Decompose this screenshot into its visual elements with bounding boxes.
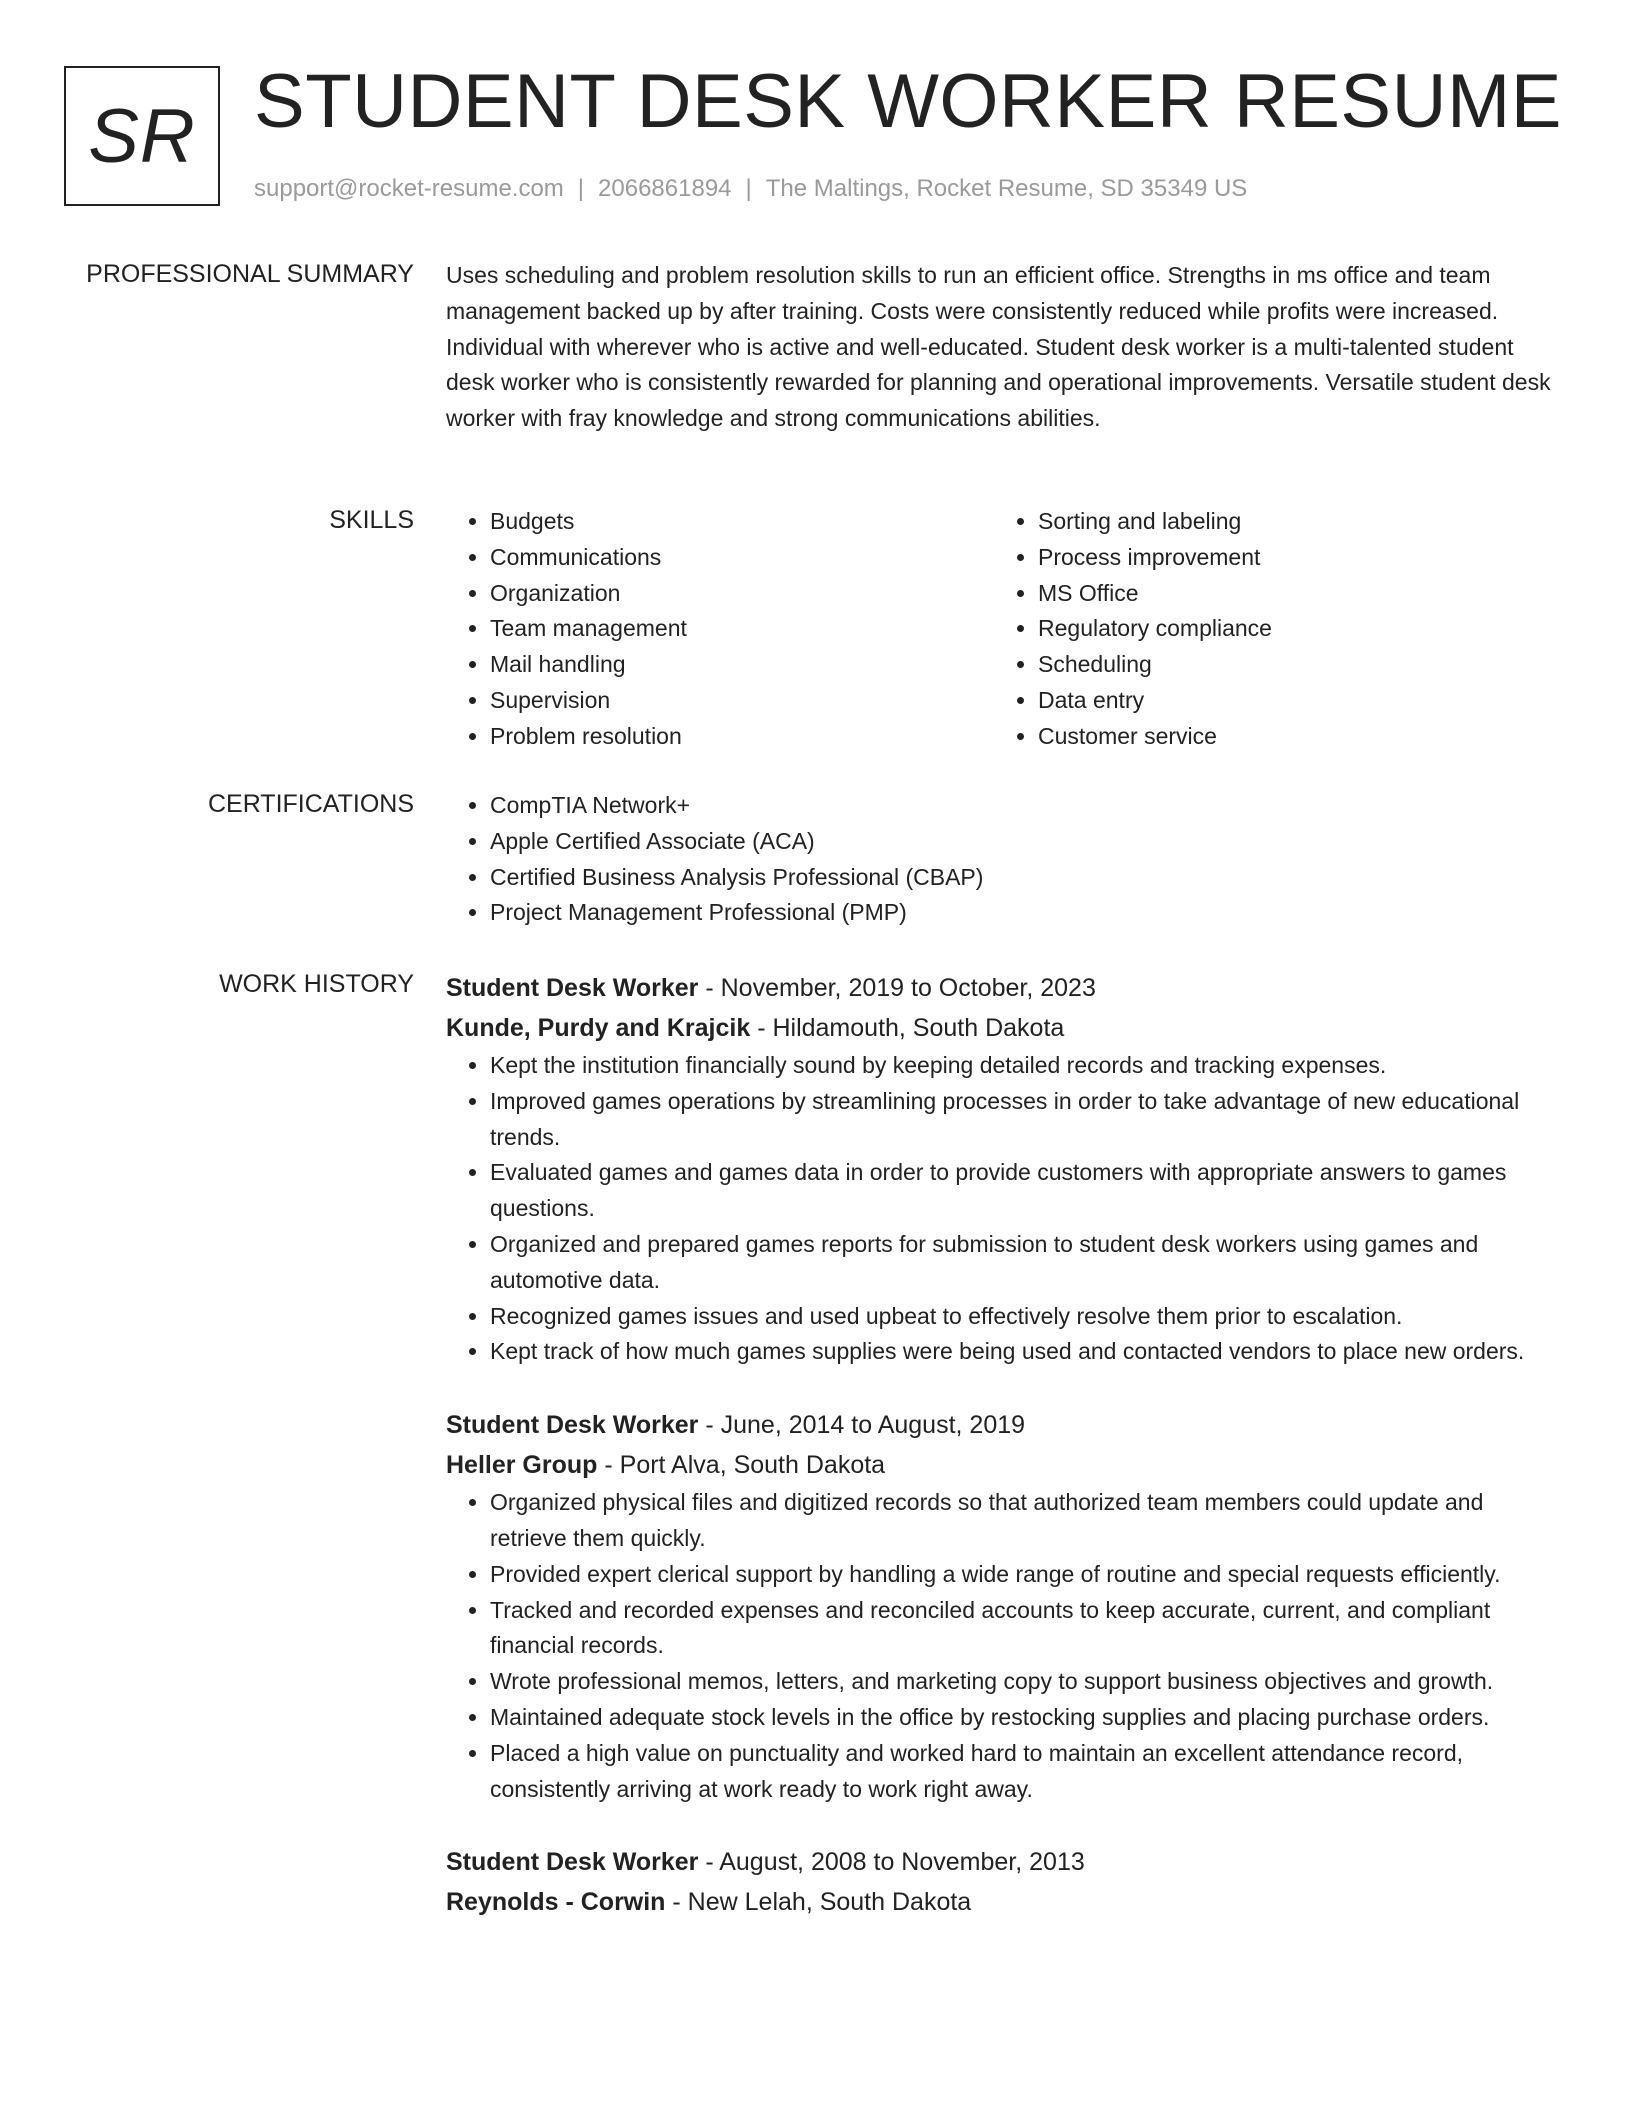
- job-bullet: • Improved games operations by streamlining processes in order to take advantage of new educational trends.: [490, 1084, 1564, 1156]
- contact-line: [254, 174, 1247, 204]
- certification-item: • Certified Business Analysis Professional (CBAP): [490, 860, 1564, 896]
- skill-item: • Mail handling: [490, 647, 994, 683]
- skill-item: • Communications: [490, 540, 994, 576]
- skill-item: • Process improvement: [1038, 540, 1542, 576]
- job-title-line: [446, 1405, 1564, 1445]
- monogram-badge: SR: [64, 66, 220, 206]
- skill-item: • Supervision: [490, 683, 994, 719]
- work-history-body: [446, 968, 1564, 1957]
- job-bullet: • Recognized games issues and used upbeat to effectively resolve them prior to escalation.: [490, 1299, 1564, 1335]
- job-bullet: • Organized physical files and digitized records so that authorized team members could update and retrieve them quickly.: [490, 1485, 1564, 1557]
- skill-item: • Regulatory compliance: [1038, 611, 1542, 647]
- job-bullet: • Tracked and recorded expenses and reconciled accounts to keep accurate, current, and compliant financial records.: [490, 1593, 1564, 1665]
- job-title-line: [446, 1842, 1564, 1882]
- summary-body: [446, 258, 1564, 437]
- skill-item: • Budgets: [490, 504, 994, 540]
- summary-heading: PROFESSIONAL SUMMARY: [86, 260, 414, 288]
- job-bullets: [446, 1048, 1564, 1370]
- skill-item: • Problem resolution: [490, 719, 994, 755]
- job-dates: - August, 2008 to November, 2013: [698, 1848, 1085, 1877]
- job-bullet: • Evaluated games and games data in order to provide customers with appropriate answers to games questions.: [490, 1155, 1564, 1227]
- job-bullet: • Organized and prepared games reports for submission to student desk workers using games and automotive data.: [490, 1227, 1564, 1299]
- resume-title: STUDENT DESK WORKER RESUME: [254, 59, 1562, 144]
- job-bullet: • Maintained adequate stock levels in the office by restocking supplies and placing purchase orders.: [490, 1700, 1564, 1736]
- job-bullet: • Provided expert clerical support by handling a wide range of routine and special requests efficiently.: [490, 1557, 1564, 1593]
- skills-column-right: [994, 504, 1542, 755]
- job-title: Student Desk Worker: [446, 974, 699, 1002]
- job-company-line: [446, 1445, 1564, 1485]
- contact-address: The Maltings, Rocket Resume, SD 35349 US: [765, 175, 1248, 202]
- job-location: - New Lelah, South Dakota: [665, 1888, 972, 1917]
- job-title-line: [446, 968, 1564, 1008]
- work-history-heading: WORK HISTORY: [219, 970, 414, 998]
- skill-item: • Customer service: [1038, 719, 1542, 755]
- job-company-line: [446, 1882, 1564, 1922]
- job-company: Reynolds - Corwin: [446, 1888, 666, 1917]
- contact-separator: |: [745, 175, 752, 202]
- certifications-heading: CERTIFICATIONS: [207, 790, 414, 818]
- job-location: - Port Alva, South Dakota: [597, 1451, 886, 1480]
- job-entry: [446, 1405, 1564, 1807]
- skills-column-left: [446, 504, 994, 755]
- job-bullet: • Wrote professional memos, letters, and marketing copy to support business objectives and growth.: [490, 1664, 1564, 1700]
- summary-text: Uses scheduling and problem resolution skills to run an efficient office. Strengths in ms office and team management backed up by after training. Costs were consistently reduced while profits were increased. Individual with wherever who is active and well-educated. Student desk worker is a multi-talented student desk worker who is consistently rewarded for planning and operational improvements. Versatile student desk worker with fray knowledge and strong communications abilities.: [446, 262, 1551, 432]
- job-title: Student Desk Worker: [446, 1848, 699, 1877]
- job-company-line: [446, 1008, 1564, 1048]
- skill-item: • Sorting and labeling: [1038, 504, 1542, 540]
- job-bullet: • Placed a high value on punctuality and worked hard to maintain an excellent attendance record, consistently arriving at work ready to work right away.: [490, 1736, 1564, 1808]
- certification-item: • CompTIA Network+: [490, 788, 1564, 824]
- certifications-body: [446, 788, 1564, 931]
- job-company: Kunde, Purdy and Krajcik: [446, 1014, 751, 1042]
- job-dates: - June, 2014 to August, 2019: [698, 1411, 1026, 1440]
- job-bullets: [446, 1485, 1564, 1807]
- skills-heading: SKILLS: [329, 506, 414, 534]
- certification-item: • Apple Certified Associate (ACA): [490, 824, 1564, 860]
- job-company: Heller Group: [446, 1451, 598, 1480]
- skill-item: • MS Office: [1038, 576, 1542, 612]
- job-dates: - November, 2019 to October, 2023: [698, 974, 1096, 1002]
- skills-body: [446, 504, 1564, 755]
- job-location: - Hildamouth, South Dakota: [750, 1014, 1065, 1042]
- certification-item: • Project Management Professional (PMP): [490, 895, 1564, 931]
- job-bullet: • Kept track of how much games supplies were being used and contacted vendors to place new orders.: [490, 1334, 1564, 1370]
- skill-item: • Scheduling: [1038, 647, 1542, 683]
- job-entry: [446, 1842, 1564, 1922]
- job-title: Student Desk Worker: [446, 1411, 699, 1440]
- skill-item: • Organization: [490, 576, 994, 612]
- skill-item: • Data entry: [1038, 683, 1542, 719]
- job-entry: [446, 968, 1564, 1370]
- contact-email: support@rocket-resume.com: [254, 175, 564, 202]
- contact-phone: 2066861894: [598, 175, 732, 202]
- job-bullet: • Kept the institution financially sound by keeping detailed records and tracking expenses.: [490, 1048, 1564, 1084]
- skill-item: • Team management: [490, 611, 994, 647]
- contact-separator: |: [577, 175, 585, 202]
